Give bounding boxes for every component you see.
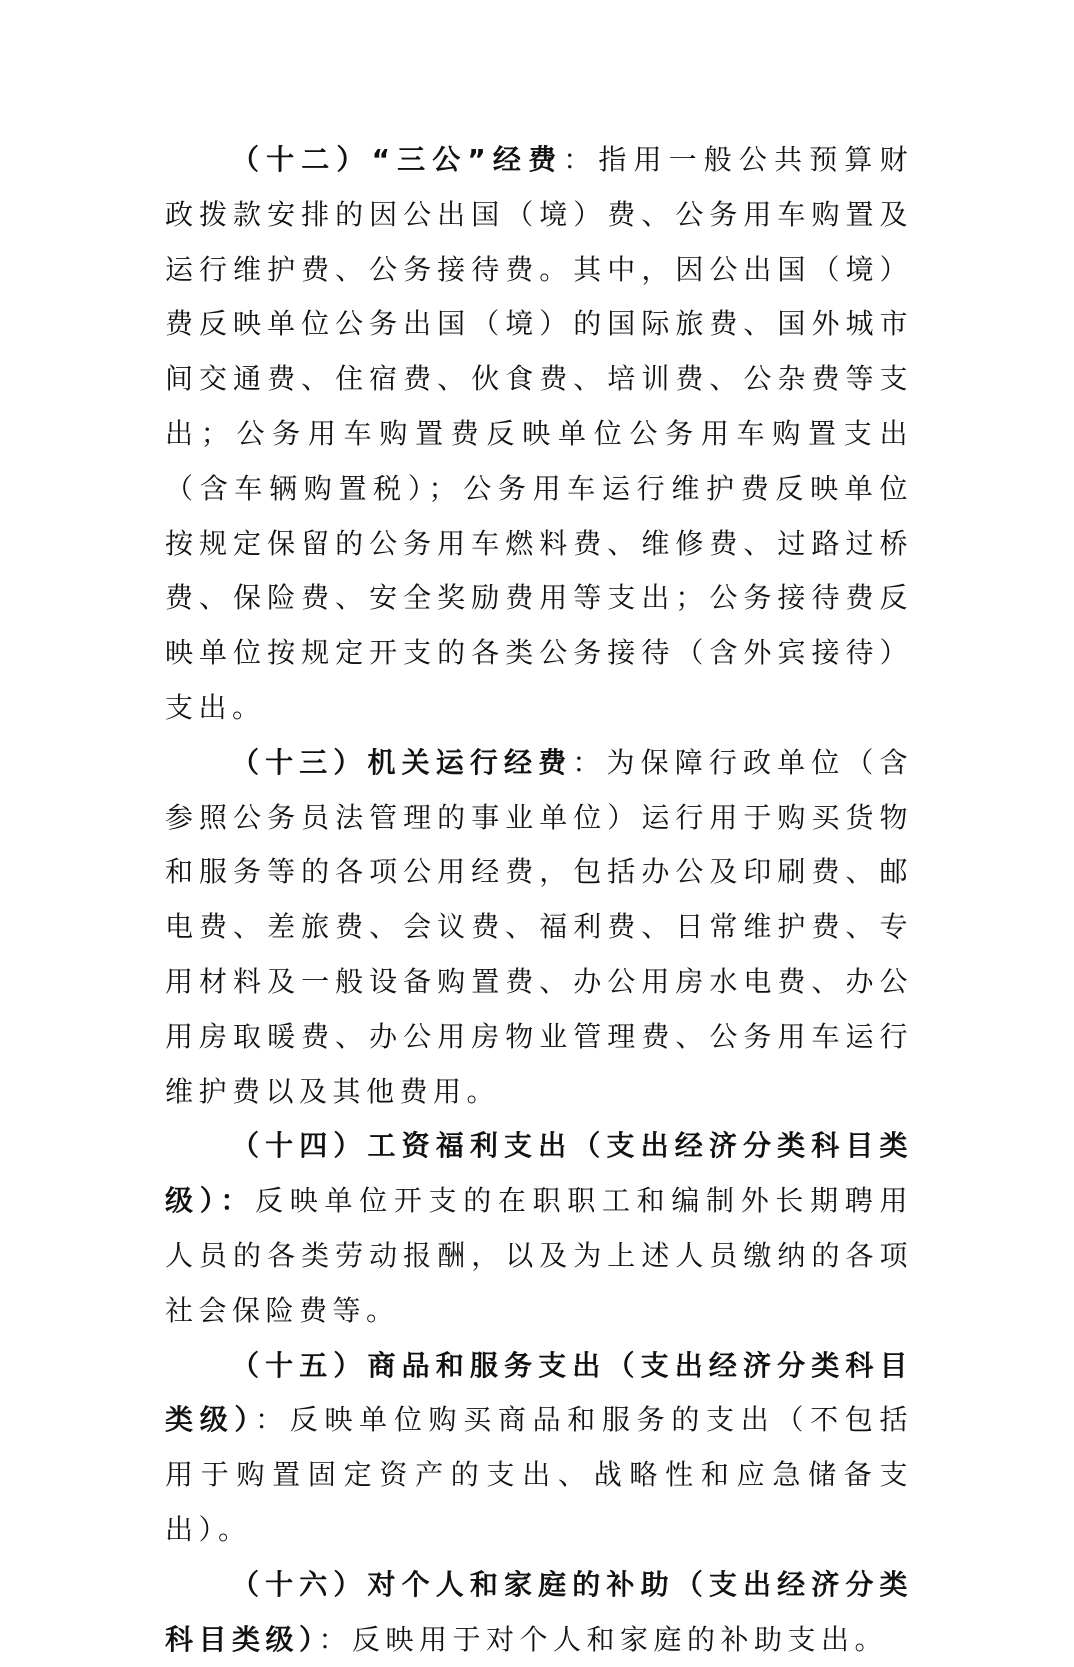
term-definition: ：指用一般公共预算财政拨款安排的因公出国（境）费、公务用车购置及运行维护费、公务接待费。其中，因公出国（境）费反映单位公务出国（境）的国际旅费、国外城市间交通费、住宿费、伙食费、培训费、公杂费等支出；公务用车购置费反映单位公务用车购置支出（含车辆购置税）；公务用车运行维护费反映单位按规定保留的公务用车燃料费、维修费、过路过桥费、保险费、安全奖励费用等支出；公务接待费反映单位按规定开支的各类公务接待（含外宾接待）支出。 [165,143,913,724]
paragraph-goods-services-expenditure [165,1339,913,1558]
paragraph-agency-operating-expenses [165,736,913,1120]
paragraph-individual-household-subsidies [165,1558,913,1667]
term-definition: ：反映用于对个人和家庭的补助支出。 [318,1622,889,1656]
paragraph-wage-welfare-expenditure [165,1119,913,1338]
term-heading: （十六）对个人和家庭的补助（支出经济分类科目类级） [165,1567,913,1656]
term-heading: （十五）商品和服务支出（支出经济分类科目类级） [165,1348,913,1437]
term-definition: 反映单位开支的在职职工和编制外长期聘用人员的各类劳动报酬，以及为上述人员缴纳的各项社会保险费等。 [165,1184,913,1327]
term-heading: （十二）“三公”经费 [231,143,564,176]
term-heading: （十四）工资福利支出（支出经济分类科目类级）： [165,1129,913,1218]
term-definition: ：为保障行政单位（含参照公务员法管理的事业单位）运行用于购买货物和服务等的各项公用经费，包括办公及印刷费、邮电费、差旅费、会议费、福利费、日常维护费、专用材料及一般设备购置费、办公用房水电费、办公用房取暖费、办公用房物业管理费、公务用车运行维护费以及其他费用。 [165,745,913,1108]
term-heading: （十三）机关运行经费 [231,745,573,779]
document-body [165,133,913,1667]
paragraph-san-gong-expenses [165,133,913,736]
term-definition: ：反映单位购买商品和服务的支出（不包括用于购置固定资产的支出、战略性和应急储备支出）。 [165,1403,913,1546]
